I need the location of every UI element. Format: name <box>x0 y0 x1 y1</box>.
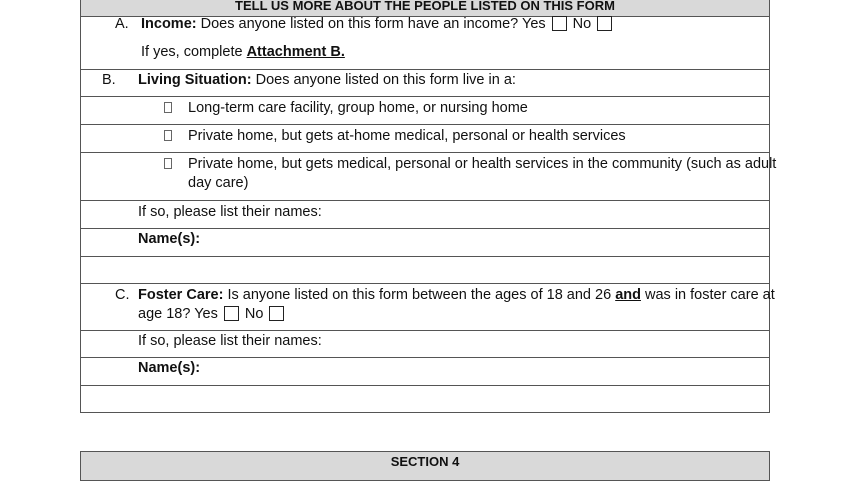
option-checkbox[interactable] <box>164 102 172 113</box>
section-b-letter: B. <box>102 72 116 88</box>
divider <box>81 69 769 70</box>
income-followup <box>141 43 345 61</box>
divider <box>81 200 769 201</box>
foster-care-question-cont: was in foster care at <box>645 287 775 303</box>
living-option-3: Private home, but gets medical, personal or health services in the community (such as adult <box>188 156 777 172</box>
divider <box>81 330 769 331</box>
foster-care-label: Foster Care: <box>138 287 224 303</box>
income-yes-checkbox[interactable] <box>552 16 567 31</box>
living-option-2: Private home, but gets at-home medical, personal or health services <box>188 128 626 144</box>
foster-care-age: age 18? <box>138 306 191 322</box>
divider <box>81 357 769 358</box>
section-c-letter: C. <box>115 287 130 303</box>
section-b-list-prompt: If so, please list their names: <box>138 204 322 220</box>
section-b-question <box>138 71 516 89</box>
divider <box>81 96 769 97</box>
section-c-list-prompt: If so, please list their names: <box>138 333 322 349</box>
divider <box>81 385 769 386</box>
foster-yes-checkbox[interactable] <box>224 306 239 321</box>
living-situation-label: Living Situation: <box>138 72 252 88</box>
divider <box>81 124 769 125</box>
income-yes-label: Yes <box>521 16 546 32</box>
divider <box>81 283 769 284</box>
section-c-question <box>138 286 775 304</box>
section-4-header: SECTION 4 <box>80 451 770 481</box>
and-emphasis: and <box>615 287 641 303</box>
divider <box>81 228 769 229</box>
section-a-question <box>141 15 618 33</box>
section-a-letter: A. <box>115 16 129 32</box>
attachment-b-link: Attachment B. <box>246 44 345 60</box>
income-followup-text: If yes, complete <box>141 44 243 60</box>
section-c-question-line2 <box>138 305 290 323</box>
divider <box>81 152 769 153</box>
income-no-checkbox[interactable] <box>597 16 612 31</box>
section-b-names-label: Name(s): <box>138 231 201 247</box>
divider <box>81 256 769 257</box>
section-c-names-label: Name(s): <box>138 360 201 376</box>
option-checkbox[interactable] <box>164 158 172 169</box>
living-option-1: Long-term care facility, group home, or nursing home <box>188 100 528 116</box>
living-situation-question: Does anyone listed on this form live in a: <box>255 72 516 88</box>
foster-care-question: Is anyone listed on this form between the ages of 18 and 26 <box>227 287 612 303</box>
income-question: Does anyone listed on this form have an income? <box>200 16 519 32</box>
foster-no-label: No <box>244 306 264 322</box>
option-checkbox[interactable] <box>164 130 172 141</box>
foster-yes-label: Yes <box>194 306 218 322</box>
foster-no-checkbox[interactable] <box>269 306 284 321</box>
form-header: TELL US MORE ABOUT THE PEOPLE LISTED ON THIS FORM <box>81 0 769 17</box>
people-info-form <box>80 0 777 413</box>
income-label: Income: <box>141 16 197 32</box>
living-option-3-cont: day care) <box>188 175 249 191</box>
income-no-label: No <box>572 16 592 32</box>
